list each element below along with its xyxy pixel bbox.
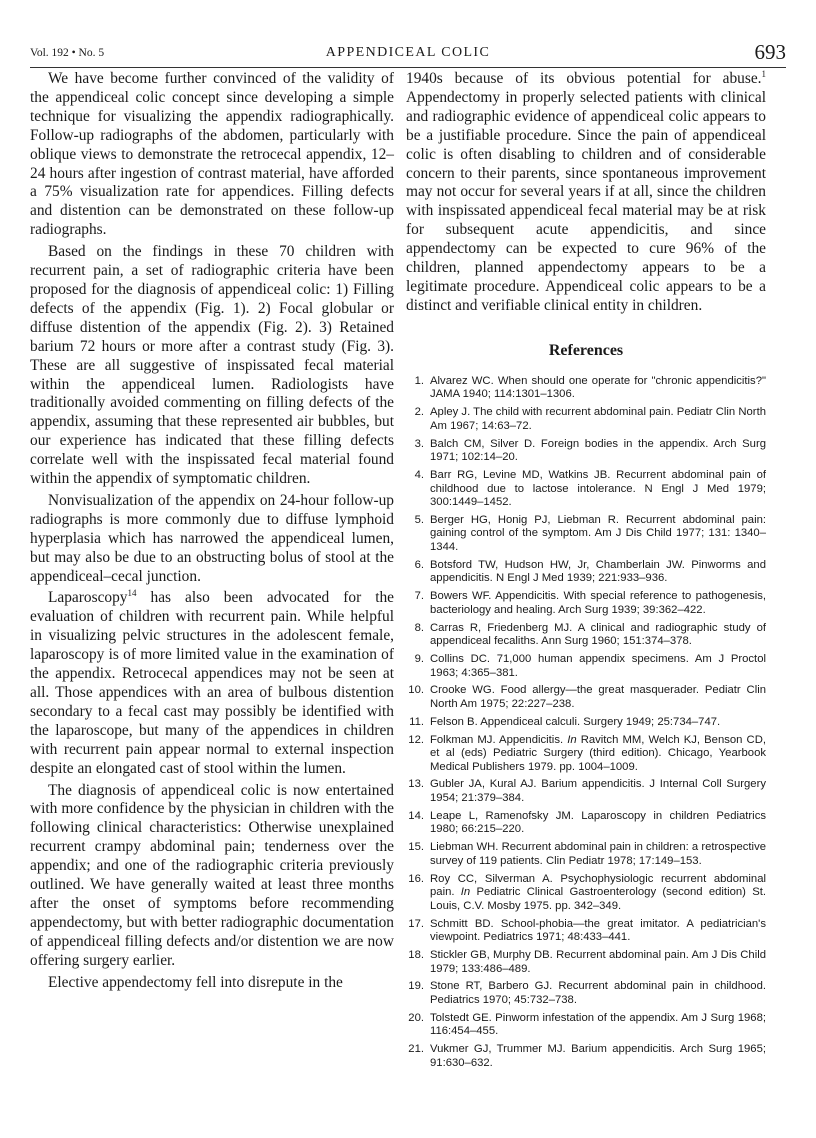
paragraph-laparoscopy xyxy=(30,589,394,778)
reference-item xyxy=(406,734,766,775)
paragraph-visualization: We have become further convinced of the validity of the appendiceal colic concept since developing a simple technique for visualizing the appendix radiographically. Follow-up radiographs of the abdomen, particularly with oblique views to demonstrate the retrocecal appendix, 12–24 hours after ingestion of contrast material, have afforded a 75% visualization rate for appendices. Filling defects and distention can be demonstrated on these follow-up radiographs. xyxy=(30,70,394,239)
reference-number: 5. xyxy=(414,513,424,526)
reference-number: 9. xyxy=(414,652,424,665)
reference-text: Folkman MJ. Appendicitis. xyxy=(430,733,568,746)
reference-item xyxy=(406,980,766,1007)
citation-superscript: 1 xyxy=(761,69,766,79)
reference-number: 21. xyxy=(408,1043,424,1056)
reference-text: Berger HG, Honig PJ, Liebman R. Recurrent abdominal pain: gaining control of the symptom. Am J Dis Child 1977; 131: 1340–1344. xyxy=(430,513,766,554)
references-heading: References xyxy=(548,341,624,359)
reference-text: Liebman WH. Recurrent abdominal pain in children: a retrospective survey of 119 patients. Clin Pediatr 1978; 17:149–153. xyxy=(430,841,766,867)
reference-item xyxy=(406,1043,766,1070)
paragraph-nonvisualization: Nonvisualization of the appendix on 24-hour follow-up radiographs is more commonly due to diffuse lymphoid hyperplasia which has narrowed the appendiceal lumen, but may also be due to an obstructing bolus of stool at the appendiceal–cecal junction. xyxy=(30,491,394,585)
reference-in-italic: In xyxy=(567,733,577,746)
reference-text: Stone RT, Barbero GJ. Recurrent abdominal pain in childhood. Pediatrics 1970; 45:732–738. xyxy=(430,980,766,1006)
left-column xyxy=(30,70,394,993)
reference-number: 14. xyxy=(408,809,424,822)
reference-item xyxy=(406,622,766,649)
reference-text: Barr RG, Levine MD, Watkins JB. Recurrent abdominal pain of childhood due to lactose intolerance. N Engl J Med 1979; 300:1449–1452. xyxy=(430,468,766,509)
reference-number: 1. xyxy=(414,374,424,387)
reference-number: 18. xyxy=(408,948,424,961)
header-rule xyxy=(30,67,786,68)
reference-item xyxy=(406,810,766,837)
reference-number: 12. xyxy=(408,733,424,746)
reference-number: 11. xyxy=(409,715,424,728)
reference-number: 15. xyxy=(408,841,424,854)
paragraph-elective-start: Elective appendectomy fell into disrepute in the xyxy=(48,973,343,991)
reference-text: Apley J. The child with recurrent abdominal pain. Pediatr Clin North Am 1967; 14:63–72. xyxy=(430,406,766,432)
paragraph-diagnosis: The diagnosis of appendiceal colic is now entertained with more confidence by the physician in children with the following clinical characteristics: Otherwise unexplained recurrent crampy abdominal pain; tenderness over the appendix; and one of the radiographic criteria previously outlined. We have generally waited at least three months after the onset of symptoms before recommending appendectomy, but with better radiographic documentation of appendiceal filling defects and/or distention we are now offering surgery earlier. xyxy=(30,781,394,969)
page-header xyxy=(30,40,786,70)
elective-text-a: 1940s because of its obvious potential for abuse. xyxy=(406,70,762,87)
reference-number: 4. xyxy=(414,468,424,481)
citation-superscript: 14 xyxy=(127,588,137,599)
laparoscopy-text-a: Laparoscopy xyxy=(48,589,128,607)
reference-number: 17. xyxy=(408,917,424,930)
volume-issue: Vol. 192 • No. 5 xyxy=(30,47,105,59)
reference-item xyxy=(406,841,766,868)
reference-text: Crooke WG. Food allergy—the great masquerader. Pediatr Clin North Am 1975; 22:227–238. xyxy=(430,684,766,710)
reference-list xyxy=(406,375,766,1070)
running-title: APPENDICEAL COLIC xyxy=(325,45,491,60)
reference-number: 8. xyxy=(414,621,424,634)
reference-number: 16. xyxy=(408,872,424,885)
reference-item xyxy=(406,778,766,805)
reference-text: Balch CM, Silver D. Foreign bodies in the appendix. Arch Surg 1971; 102:14–20. xyxy=(430,437,766,464)
reference-text: Felson B. Appendiceal calculi. Surgery 1949; 25:734–747. xyxy=(430,715,721,728)
reference-item xyxy=(406,918,766,945)
reference-item xyxy=(406,406,766,433)
reference-text: Botsford TW, Hudson HW, Jr, Chamberlain JW. Pinworms and appendicitis. N Engl J Med 1939; 221:933–936. xyxy=(430,558,766,585)
reference-text: Tolstedt GE. Pinworm infestation of the appendix. Am J Surg 1968; 116:454–455. xyxy=(430,1011,766,1038)
paragraph-elective-continued xyxy=(406,70,766,316)
reference-number: 20. xyxy=(408,1011,424,1024)
reference-number: 6. xyxy=(414,558,424,571)
reference-item xyxy=(406,684,766,711)
paragraph-criteria: Based on the findings in these 70 children with recurrent pain, a set of radiographic criteria have been proposed for the diagnosis of appendiceal colic: 1) Filling defects of the appendix (Fig. 1). 2) Focal globular or diffuse distention of the appendix (Fig. 2). 3) Retained barium 72 hours or more after a contrast study (Fig. 3). These are all suggestive of inspissated fecal material within the appendiceal lumen. Radiologists have traditionally avoided commenting on filling defects of the appendix, assuming that these represented air bubbles, but our experience has indicated that these filling defects correlate well with the inspissated fecal material found within the appendix of symptomatic children. xyxy=(30,243,394,488)
reference-number: 2. xyxy=(414,406,424,419)
reference-item xyxy=(406,375,766,402)
elective-text-b: Appendectomy in properly selected patients with clinical and radiographic evidence of appendiceal colic appears to be a justifiable procedure. Since the pain of appendiceal colic is often disabling to children and of considerable concern to their parents, since spontaneous improvement may not occur for several years if at all, since the children with inspissated appendiceal fecal material may be at risk for subsequent acute appendicitis, and since appendectomy can be expected to cure 96% of the children, planned appendectomy appears to be a legitimate procedure. Appendiceal colic appears to be a distinct and verifiable clinical entity in children. xyxy=(406,88,766,314)
right-column xyxy=(406,70,766,1074)
reference-text: Schmitt BD. School-phobia—the great imitator. A pediatrician's viewpoint. Pediatrics 1971; 48:433–441. xyxy=(430,917,766,944)
reference-item xyxy=(406,514,766,555)
reference-item xyxy=(406,873,766,914)
reference-number: 19. xyxy=(408,980,424,993)
reference-text: Roy CC, Silverman A. Psychophysiologic recurrent abdominal pain. xyxy=(430,872,766,899)
laparoscopy-text-b: has also been advocated for the evaluation of children with recurrent pain. While helpful in visualizing pelvic structures in the adolescent female, laparoscopy is of more limited value in the examination of the appendix. Retrocecal appendices may not be seen at all. Those appendices with an area of bulbous distention secondary to a fecal cast may possibly be identified with the laparoscope, but many of the appendices in children with recurrent pain appear normal to external inspection despite an elongated cast of stool within the lumen. xyxy=(30,589,394,777)
reference-number: 3. xyxy=(414,437,424,450)
reference-number: 7. xyxy=(414,590,424,603)
reference-text: Pediatric Clinical Gastroenterology (second edition) St. Louis, C.V. Mosby 1975. pp. 342–349. xyxy=(430,886,767,912)
reference-in-italic: In xyxy=(460,886,471,899)
reference-text: Vukmer GJ, Trummer MJ. Barium appendicitis. Arch Surg 1965; 91:630–632. xyxy=(430,1043,766,1069)
reference-text: Stickler GB, Murphy DB. Recurrent abdominal pain. Am J Dis Child 1979; 133:486–489. xyxy=(430,948,766,975)
page-number: 693 xyxy=(754,40,786,64)
reference-text: Gubler JA, Kural AJ. Barium appendicitis. J Internal Coll Surgery 1954; 21:379–384. xyxy=(430,778,766,805)
reference-text: Collins DC. 71,000 human appendix specimens. Am J Proctol 1963; 4:365–381. xyxy=(430,652,766,679)
reference-text: Carras R, Friedenberg MJ. A clinical and radiographic study of appendiceal fecaliths. Ann Surg 1960; 151:374–378. xyxy=(430,621,766,648)
reference-item xyxy=(406,716,766,730)
reference-item xyxy=(406,653,766,680)
reference-text: Leape L, Ramenofsky JM. Laparoscopy in children Pediatrics 1980; 66:215–220. xyxy=(430,809,766,836)
reference-number: 13. xyxy=(408,778,424,791)
reference-item xyxy=(406,438,766,465)
reference-item xyxy=(406,949,766,976)
reference-item xyxy=(406,1012,766,1039)
reference-item xyxy=(406,559,766,586)
reference-text: Bowers WF. Appendicitis. With special reference to pathogenesis, bacteriology and healing. Arch Surg 1939; 39:362–422. xyxy=(430,590,766,616)
reference-text: Ravitch MM, Welch KJ, Benson CD, et al (eds) Pediatric Surgery (third edition). Chicago, Yearbook Medical Publishers 1979. pp. 1004–1009. xyxy=(430,733,766,773)
reference-item xyxy=(406,469,766,510)
reference-text: Alvarez WC. When should one operate for "chronic appendicitis?" JAMA 1940; 114:1301–1306. xyxy=(430,374,766,401)
reference-number: 10. xyxy=(408,684,424,697)
reference-item xyxy=(406,590,766,617)
